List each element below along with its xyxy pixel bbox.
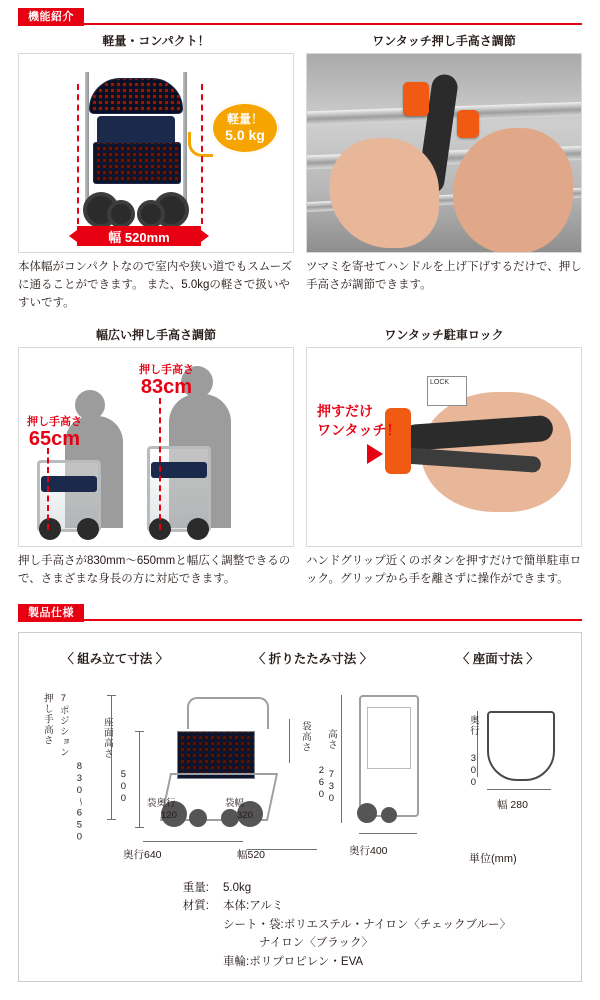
feature-photo-height-range xyxy=(18,347,294,547)
height-label-high-value: 83cm xyxy=(140,376,193,399)
folded-height-value: 730 xyxy=(325,769,337,805)
weight-badge xyxy=(211,102,279,154)
bag-height-value: 260 xyxy=(315,765,327,801)
seat-height-dimline xyxy=(139,731,140,827)
folded-depth-dimline xyxy=(359,833,417,834)
feature-caption: 本体幅がコンパクトなので室内や狭い道でもスムーズに通ることができます。 また、5.0kgの軽さで扱いやすいです。 xyxy=(18,261,293,309)
assembled-drawing xyxy=(139,679,329,859)
feature-item-height-range xyxy=(18,322,294,589)
unit-label: 単位(mm) xyxy=(469,853,517,865)
feature-photo-onetouch-height xyxy=(306,53,582,253)
specs-section-header xyxy=(18,604,582,622)
heading-seat: 〈 座面寸法 〉 xyxy=(456,652,539,666)
feature-caption: ツマミを寄せてハンドルを上げ下げするだけで、押し手高さが調節できます。 xyxy=(306,261,582,291)
width-guide-right xyxy=(201,84,203,224)
material-line-1: シート・袋:ポリエステル・ナイロン〈チェックブルー〉 xyxy=(223,918,512,931)
walker-illustration xyxy=(81,72,191,222)
folded-wheel xyxy=(381,807,397,823)
press-callout-line1: 押すだけ xyxy=(317,403,373,420)
header-rule xyxy=(84,604,582,621)
feature-grid xyxy=(18,28,582,599)
folded-wheel xyxy=(357,803,377,823)
spec-row-weight xyxy=(19,879,581,897)
feature-caption: ハンドグリップ近くのボタンを押すだけで簡単駐車ロック。グリップから手を離さずに操作ができます。 xyxy=(306,555,582,586)
spec-value: 本体:アルミ xyxy=(223,900,284,913)
bag-width-value: 320 xyxy=(237,810,253,821)
lock-sticker: LOCK xyxy=(427,376,467,406)
hand-right xyxy=(453,128,573,253)
width-dimension-label: 幅 520mm xyxy=(77,226,201,246)
assembled-cart xyxy=(159,697,279,827)
walker-seat xyxy=(41,476,97,492)
press-callout xyxy=(317,402,400,440)
press-callout-line2: ワンタッチ！ xyxy=(317,422,401,439)
bag-depth-label: 袋奥行 xyxy=(147,798,176,809)
bag-depth-value: 120 xyxy=(161,810,177,821)
spec-key: 材質: xyxy=(182,900,209,913)
walker-wheel xyxy=(137,200,165,228)
seat-drawing xyxy=(471,701,571,841)
folded-body xyxy=(359,695,419,817)
heading-folded: 〈 折りたたみ寸法 〉 xyxy=(252,652,373,666)
push-height-label: 押し手高さ xyxy=(41,693,53,746)
height-label-low-value: 65cm xyxy=(28,428,81,451)
callout-arrow-icon xyxy=(367,444,383,464)
bag-height-label: 袋高さ xyxy=(299,721,311,753)
height-label-low-text: 押し手高さ xyxy=(27,416,82,429)
seat-depth-label: 奥行 xyxy=(467,715,479,736)
height-label-high xyxy=(139,364,194,398)
cart-handle xyxy=(187,697,269,729)
seat-height-label: 座面高さ xyxy=(101,717,113,759)
feature-photo-compact xyxy=(18,53,294,253)
orange-knob xyxy=(457,110,479,138)
push-positions-label: 7ポジション xyxy=(57,693,69,758)
feature-item-compact xyxy=(18,28,294,312)
features-header-label: 機能紹介 xyxy=(18,8,84,26)
folded-depth-label: 奥行400 xyxy=(349,845,388,857)
feature-item-onetouch-height xyxy=(306,28,582,312)
cart-wheel xyxy=(189,809,207,827)
seat-width-dimline xyxy=(487,789,551,790)
spec-diagram-headings xyxy=(19,649,581,667)
seat-height-value: 500 xyxy=(117,769,129,805)
material-line-2: ナイロン〈ブラック〉 xyxy=(259,937,373,950)
header-rule xyxy=(84,8,582,25)
feature-title: ワンタッチ押し手高さ調節 xyxy=(372,34,516,48)
feature-title: 幅広い押し手高さ調節 xyxy=(95,328,216,343)
height-guide-high xyxy=(159,398,161,530)
width-guide-left xyxy=(77,84,79,224)
walker-canopy xyxy=(89,78,183,114)
material-line-3: 車輪:ポリプロピレン・EVA xyxy=(223,955,364,968)
seat-width-label: 幅 280 xyxy=(497,799,528,811)
height-label-low xyxy=(27,416,82,450)
push-height-value: 830〜650 xyxy=(73,761,85,844)
folded-drawing xyxy=(337,679,457,859)
height-guide-low xyxy=(47,448,49,530)
walker-bag xyxy=(93,142,181,184)
dimension-drawings xyxy=(19,673,581,863)
walker-high xyxy=(147,446,211,532)
feature-caption: 押し手高さが830mm〜650mmと幅広く調整できるので、さまざまな身長の方に対応できます。 xyxy=(18,555,291,586)
feature-photo-parking-lock xyxy=(306,347,582,547)
specs-header-label: 製品仕様 xyxy=(18,604,84,622)
assembled-depth-label: 奥行640 xyxy=(123,849,162,861)
heading-assembled: 〈 組み立て寸法 〉 xyxy=(61,652,169,666)
spec-box xyxy=(18,632,582,982)
spec-row-material xyxy=(19,897,581,915)
height-label-high-text: 押し手高さ xyxy=(139,364,194,377)
orange-knob xyxy=(403,82,429,116)
depth-dimline xyxy=(143,841,243,842)
folded-inner-frame xyxy=(367,707,411,769)
cart-bag xyxy=(177,731,255,779)
dimline-tick xyxy=(107,819,116,820)
bag-height-dimline xyxy=(289,719,290,763)
seat-depth-value: 300 xyxy=(467,753,479,789)
walker-pole-right xyxy=(183,72,187,202)
feature-title: ワンタッチ駐車ロック xyxy=(384,328,504,343)
dimline-tick xyxy=(135,731,144,732)
spec-key: 重量: xyxy=(182,882,209,894)
bag-width-label: 袋幅 xyxy=(225,798,245,809)
features-section-header xyxy=(18,8,582,26)
weight-badge-line1: 軽量！ xyxy=(226,111,263,126)
folded-height-dimline xyxy=(341,695,342,823)
walker-pole-left xyxy=(85,72,89,202)
walker-wheel xyxy=(107,200,135,228)
spec-table xyxy=(19,879,581,971)
feature-title: 軽量・コンパクト！ xyxy=(102,34,210,48)
seat-shape xyxy=(487,711,555,781)
spec-value: 5.0kg xyxy=(223,882,252,894)
weight-badge-line2: 5.0 kg xyxy=(225,126,265,143)
assembled-width-label: 幅520 xyxy=(237,849,266,861)
feature-item-parking-lock xyxy=(306,322,582,589)
dimline-tick xyxy=(107,695,116,696)
folded-height-label: 高さ xyxy=(325,729,337,750)
dimline-tick xyxy=(135,827,144,828)
